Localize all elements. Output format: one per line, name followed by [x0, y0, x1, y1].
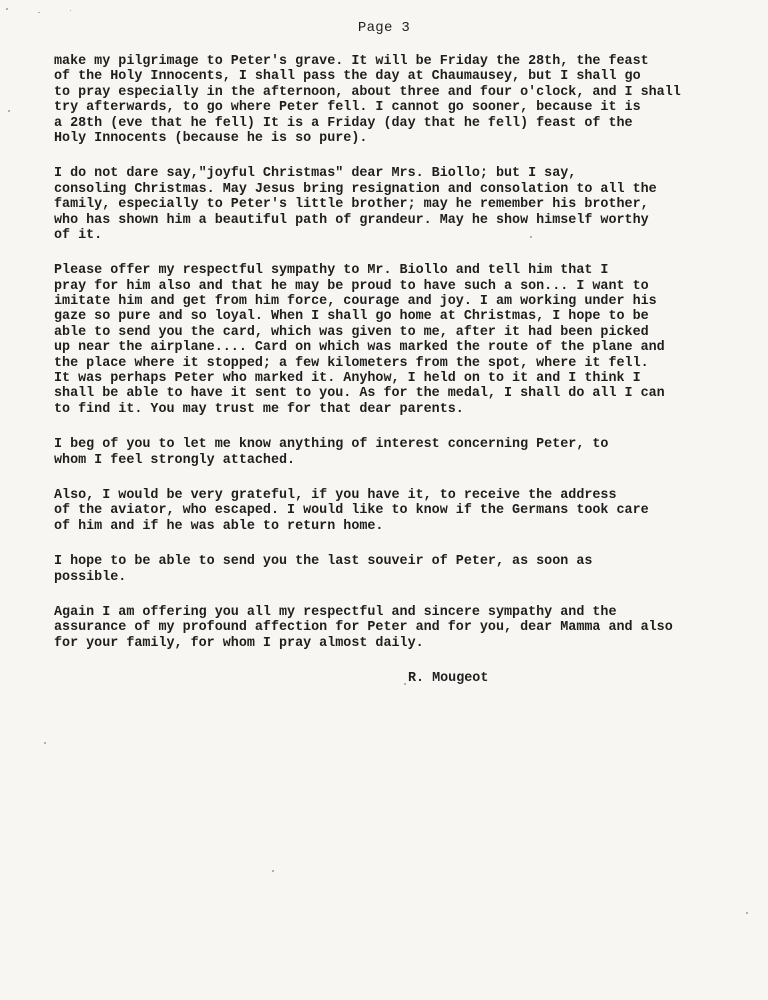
text-line: who has shown him a beautiful path of grandeur. May he show himself worthy — [54, 212, 649, 228]
text-line: try afterwards, to go where Peter fell. I cannot go sooner, because it is — [54, 100, 641, 116]
text-line: of the aviator, who escaped. I would like to know if the Germans took care — [54, 503, 649, 519]
paragraph — [54, 437, 754, 468]
text-line: family, especially to Peter's little brother; may he remember his brother, — [54, 197, 649, 213]
paragraph — [54, 605, 754, 651]
page-number: Page 3 — [357, 20, 411, 36]
paragraph — [54, 554, 754, 585]
text-line: to pray especially in the afternoon, about three and four o'clock, and I shall — [54, 84, 681, 100]
text-line: Please offer my respectful sympathy to Mr. Biollo and tell him that I — [54, 263, 609, 279]
text-line: whom I feel strongly attached. — [54, 452, 296, 468]
text-line: make my pilgrimage to Peter's grave. It will be Friday the 28th, the feast — [54, 54, 649, 69]
text-line: for your family, for whom I pray almost daily. — [54, 635, 424, 651]
text-line: Again I am offering you all my respectful and sincere sympathy and the — [54, 604, 617, 620]
text-line: possible. — [54, 569, 127, 585]
paragraph — [54, 488, 754, 534]
text-line: consoling Christmas. May Jesus bring resignation and consolation to all the — [54, 181, 657, 197]
text-line: I do not dare say,"joyful Christmas" dear Mrs. Biollo; but I say, — [54, 166, 577, 182]
paper-speck — [44, 742, 46, 744]
paper-speck — [746, 912, 748, 914]
text-line: able to send you the card, which was given to me, after it had been picked — [54, 324, 649, 340]
paper-speck — [272, 870, 274, 872]
text-line: up near the airplane.... Card on which was marked the route of the plane and — [54, 340, 665, 356]
paper-speck — [530, 236, 532, 238]
paragraph — [54, 54, 754, 146]
text-line: assurance of my profound affection for Peter and for you, dear Mamma and also — [54, 620, 673, 636]
text-line: of the Holy Innocents, I shall pass the day at Chaumausey, but I shall go — [54, 69, 641, 85]
text-line: of him and if he was able to return home. — [54, 518, 384, 534]
paragraph — [54, 263, 754, 417]
paper-speck — [38, 12, 40, 13]
signature: R. Mougeot — [408, 671, 489, 686]
text-line: imitate him and get from him force, courage and joy. I am working under his — [54, 294, 657, 310]
text-line: pray for him also and that he may be proud to have such a son... I want to — [54, 278, 649, 294]
text-line: I hope to be able to send you the last souveir of Peter, as soon as — [54, 554, 593, 570]
text-line: shall be able to have it sent to you. As for the medal, I shall do all I can — [54, 386, 665, 402]
paper-speck — [70, 10, 71, 11]
text-line: Holy Innocents (because he is so pure). — [54, 130, 368, 146]
text-line: a 28th (eve that he fell) It is a Friday (day that he fell) feast of the — [54, 115, 633, 131]
text-line: I beg of you to let me know anything of interest concerning Peter, to — [54, 437, 609, 453]
text-line: to find it. You may trust me for that dear parents. — [54, 401, 464, 417]
paper-speck — [6, 8, 8, 10]
text-line: the place where it stopped; a few kilometers from the spot, where it fell. — [54, 355, 649, 371]
letter-body — [54, 54, 754, 671]
text-line: gaze so pure and so loyal. When I shall go home at Christmas, I hope to be — [54, 309, 649, 325]
text-line: of it. — [54, 227, 103, 243]
paper-speck — [404, 683, 406, 685]
paragraph — [54, 166, 754, 243]
paper-speck — [8, 110, 10, 112]
text-line: Also, I would be very grateful, if you have it, to receive the address — [54, 487, 617, 503]
text-line: It was perhaps Peter who marked it. Anyhow, I held on to it and I think I — [54, 371, 641, 387]
